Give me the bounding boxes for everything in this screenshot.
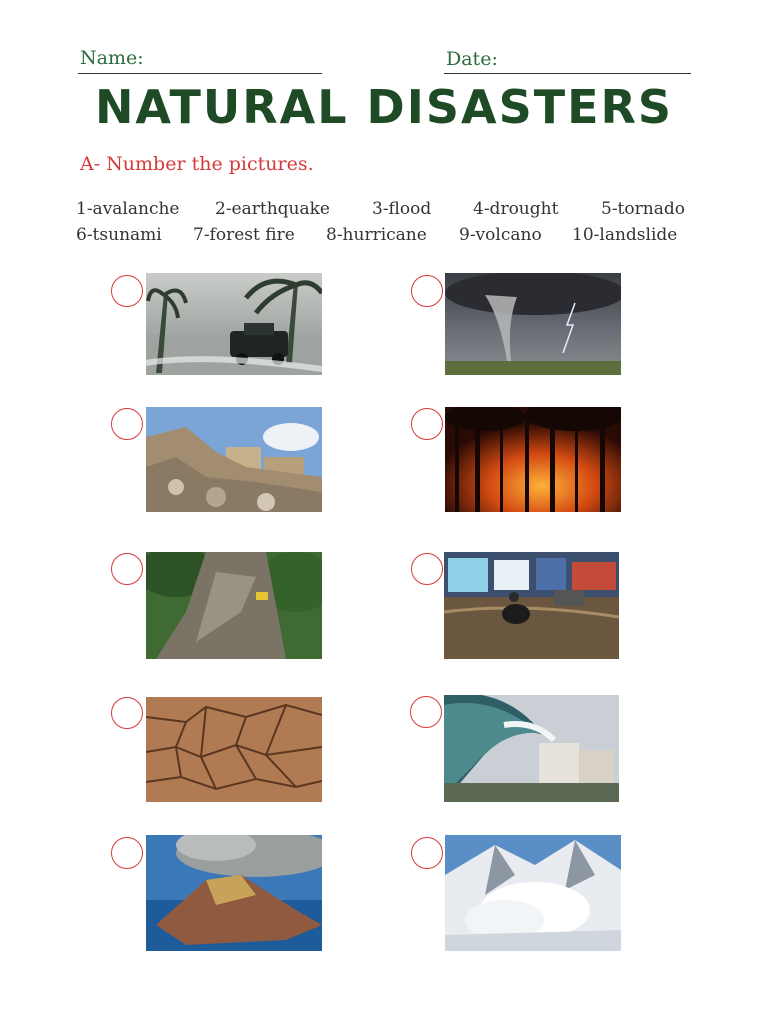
earthquake-rubble-photo bbox=[146, 407, 322, 512]
answer-circle-7[interactable] bbox=[111, 697, 143, 729]
answer-circle-10[interactable] bbox=[411, 837, 443, 869]
date-label: Date: bbox=[446, 48, 498, 70]
flood-street-photo bbox=[444, 552, 619, 659]
answer-circle-5[interactable] bbox=[111, 553, 143, 585]
word-avalanche: 1-avalanche bbox=[76, 199, 180, 219]
date-input-line[interactable] bbox=[444, 73, 691, 74]
answer-circle-4[interactable] bbox=[411, 408, 443, 440]
answer-circle-2[interactable] bbox=[411, 275, 443, 307]
name-label: Name: bbox=[80, 47, 144, 69]
name-input-line[interactable] bbox=[78, 73, 322, 74]
landslide-photo bbox=[146, 552, 322, 659]
page-title: NATURAL DISASTERS bbox=[94, 80, 674, 134]
cracked-earth-drought-photo bbox=[146, 697, 322, 802]
tsunami-wave-photo bbox=[444, 695, 619, 802]
word-hurricane: 8-hurricane bbox=[326, 225, 427, 245]
word-bank-row-1 bbox=[76, 199, 692, 223]
word-volcano: 9-volcano bbox=[459, 225, 542, 245]
volcano-island-photo bbox=[146, 835, 322, 951]
forest-fire-photo bbox=[445, 407, 621, 512]
word-tsunami: 6-tsunami bbox=[76, 225, 162, 245]
answer-circle-6[interactable] bbox=[411, 553, 443, 585]
answer-circle-9[interactable] bbox=[111, 837, 143, 869]
avalanche-photo bbox=[445, 835, 621, 951]
answer-circle-1[interactable] bbox=[111, 275, 143, 307]
word-forest-fire: 7-forest fire bbox=[193, 225, 295, 245]
word-tornado: 5-tornado bbox=[601, 199, 685, 219]
word-earthquake: 2-earthquake bbox=[215, 199, 330, 219]
word-drought: 4-drought bbox=[473, 199, 559, 219]
answer-circle-8[interactable] bbox=[410, 696, 442, 728]
instruction-text: A- Number the pictures. bbox=[80, 153, 314, 175]
word-bank-row-2 bbox=[76, 225, 692, 249]
word-flood: 3-flood bbox=[372, 199, 432, 219]
answer-circle-3[interactable] bbox=[111, 408, 143, 440]
hurricane-photo bbox=[146, 273, 322, 375]
tornado-photo bbox=[445, 273, 621, 375]
word-landslide: 10-landslide bbox=[572, 225, 678, 245]
